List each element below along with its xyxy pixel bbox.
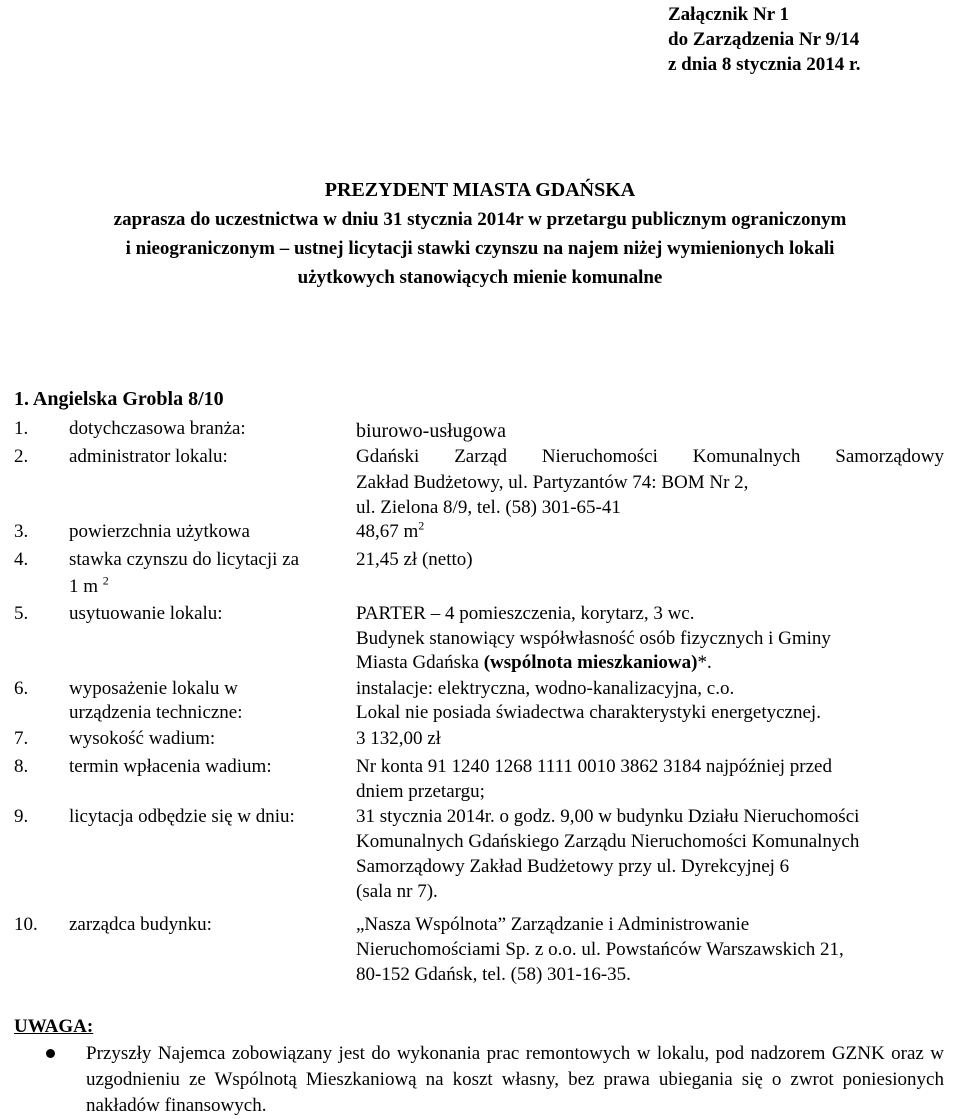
property-address-heading: 1. Angielska Grobla 8/10 [14, 388, 224, 410]
item-number: 8. [14, 756, 29, 777]
notice-text: Przyszły Najemca zobowiązany jest do wykonania prac remontowych w lokalu, pod nadzorem GZNK oraz w uzgodnieniu ze Wspólnotą Mieszkaniową na koszt własny, bez prawa ubiegania się o zwrot poniesionych nakładów finansowych. [86, 1043, 944, 1116]
item-value: Zakład Budżetowy, ul. Partyzantów 74: BOM Nr 2, [356, 472, 749, 493]
attachment-line: z dnia 8 stycznia 2014 r. [668, 54, 861, 75]
item-number: 3. [14, 521, 29, 542]
item-value: Budynek stanowiący współwłasność osób fizycznych i Gminy [356, 628, 831, 649]
item-label: termin wpłacenia wadium: [69, 756, 272, 777]
item-value: dniem przetargu; [356, 781, 485, 802]
item-label: powierzchnia użytkowa [69, 521, 250, 542]
item-number: 1. [14, 418, 29, 439]
item-number: 4. [14, 549, 29, 570]
bullet-icon [46, 1049, 55, 1058]
item-label: wysokość wadium: [69, 728, 216, 749]
item-value: 80-152 Gdańsk, tel. (58) 301-16-35. [356, 964, 631, 985]
item-label: zarządca budynku: [69, 914, 212, 935]
item-value: 31 stycznia 2014r. o godz. 9,00 w budynku Działu Nieruchomości [356, 806, 860, 827]
item-value: Komunalnych Gdańskiego Zarządu Nieruchomości Komunalnych [356, 831, 860, 852]
item-number: 2. [14, 446, 29, 467]
item-label: licytacja odbędzie się w dniu: [69, 806, 295, 827]
item-number: 5. [14, 603, 29, 624]
item-value: 48,67 $m^2$ [356, 518, 425, 542]
item-label: wyposażenie lokalu w [69, 678, 238, 699]
title-line: użytkowych stanowiących mienie komunalne [297, 267, 663, 288]
item-number: 6. [14, 678, 29, 699]
item-number: 10. [14, 914, 38, 935]
item-label: stawka czynszu do licytacji za [69, 549, 300, 570]
item-value: 3 132,00 zł [356, 728, 441, 749]
item-value: biurowo-usługowa [356, 420, 506, 442]
item-label: 1 m $^2$ [69, 573, 109, 597]
item-value: Gdański Zarząd Nieruchomości Komunalnych Samorządowy [356, 446, 944, 467]
title-line: i nieograniczonym – ustnej licytacji stawki czynszu na najem niżej wymienionych lokali [125, 238, 835, 259]
item-value: Nieruchomościami Sp. z o.o. ul. Powstańców Warszawskich 21, [356, 939, 844, 960]
item-value: Nr konta 91 1240 1268 1111 0010 3862 3184 najpóźniej przed [356, 756, 832, 777]
attachment-header [668, 2, 860, 77]
attachment-line: Załącznik Nr 1 [668, 4, 790, 25]
attachment-line: do Zarządzenia Nr 9/14 [668, 29, 860, 50]
item-number: 7. [14, 728, 29, 749]
item-value: Miasta Gdańska (wspólnota mieszkaniowa)*. [356, 652, 712, 673]
item-value: Samorządowy Zakład Budżetowy przy ul. Dyrekcyjnej 6 [356, 856, 790, 877]
item-value: ul. Zielona 8/9, tel. (58) 301-65-41 [356, 497, 621, 518]
item-value: „Nasza Wspólnota” Zarządzanie i Administrowanie [356, 914, 750, 935]
item-label: administrator lokalu: [69, 446, 228, 467]
item-value: Lokal nie posiada świadectwa charakterystyki energetycznej. [356, 702, 821, 723]
item-number: 9. [14, 806, 29, 827]
item-value: instalacje: elektryczna, wodno-kanalizacyjna, c.o. [356, 678, 735, 699]
notice-heading: UWAGA: [14, 1016, 94, 1037]
title-line: PREZYDENT MIASTA GDAŃSKA [324, 179, 636, 201]
item-value: (sala nr 7). [356, 881, 438, 902]
item-label: urządzenia techniczne: [69, 702, 243, 723]
item-label: usytuowanie lokalu: [69, 603, 223, 624]
announcement-title [0, 176, 960, 292]
item-label: dotychczasowa branża: [69, 418, 246, 439]
title-line: zaprasza do uczestnictwa w dniu 31 stycznia 2014r w przetargu publicznym ograniczonym [113, 209, 847, 230]
item-value: PARTER – 4 pomieszczenia, korytarz, 3 wc. [356, 603, 695, 624]
item-value: 21,45 zł (netto) [356, 549, 473, 570]
